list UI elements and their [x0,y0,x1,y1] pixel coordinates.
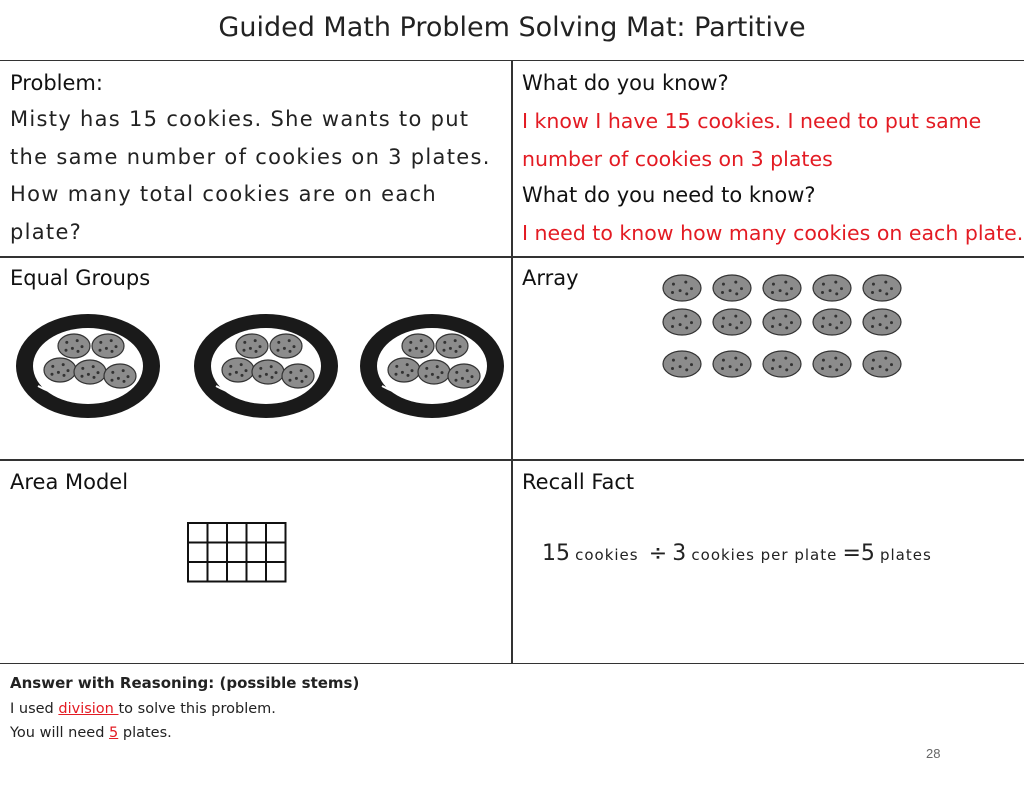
area-model-square [208,543,228,563]
cookie-icon [252,360,284,384]
cookie-icon [713,309,751,335]
area-model-square [188,523,208,543]
need-label: What do you need to know? [522,183,816,207]
cookie-icon [282,364,314,388]
area-model-label: Area Model [10,470,129,494]
cookie-icon [448,364,480,388]
quotient: 5 [860,541,875,566]
cookie-icon [236,334,268,358]
cookie-icon [74,360,106,384]
recall-fact-equation [542,541,932,566]
area-model-square [208,562,228,582]
cookie-icon [863,309,901,335]
dividend: 15 [542,541,570,566]
area-model-square [208,523,228,543]
problem-solving-mat [0,60,1024,664]
answer-line2-pre: You will need [10,725,110,741]
cookie-icon [418,360,450,384]
answer-heading: Answer with Reasoning: (possible stems) [10,674,360,692]
cookie-icon [388,358,420,382]
cookie-icon [104,364,136,388]
answer-line-2 [10,725,359,741]
answer-line1-pre: I used [10,701,59,717]
cookie-array [660,270,920,380]
answer-line1-post: to solve this problem. [118,701,276,717]
equal-groups-cell [0,258,511,459]
equals-sign: = [842,541,861,566]
area-model-square [247,543,267,563]
area-model-square [227,523,247,543]
cookie-icon [763,351,801,377]
area-model-square [247,523,267,543]
cookie-icon [713,275,751,301]
area-model-grid [186,521,290,587]
area-model-square [188,543,208,563]
know-answer-line2: number of cookies on 3 plates [522,147,833,171]
area-model-square [227,543,247,563]
cookie-icon [663,351,701,377]
cookie-icon [813,275,851,301]
cookie-icon [763,275,801,301]
equal-groups-label: Equal Groups [10,266,151,290]
cookie-icon [813,309,851,335]
equal-groups-plates [0,308,511,438]
division-sign: ÷ [648,541,668,566]
problem-text: Misty has 15 cookies. She wants to put the same number of cookies on 3 plates. How many total cookies are on each plate? [10,107,491,244]
recall-fact-cell [512,461,1024,663]
know-label: What do you know? [522,71,729,95]
area-model-square [188,562,208,582]
cookie-icon [863,275,901,301]
divisor: 3 [672,541,687,566]
quotient-unit: plates [879,546,932,564]
answer-line2-post: plates. [118,725,172,741]
cookie-icon [713,351,751,377]
answer-blank-number: 5 [109,725,119,741]
area-model-square [227,562,247,582]
problem-label: Problem: [10,71,103,95]
array-cell [512,258,1024,459]
need-answer: I need to know how many cookies on each plate. [522,221,1024,245]
divisor-unit: cookies per plate [691,546,838,564]
cookie-icon [436,334,468,358]
dividend-unit: cookies [575,546,639,564]
array-label: Array [522,266,579,290]
area-model-square [247,562,267,582]
recall-fact-label: Recall Fact [522,470,635,494]
cookie-icon [44,358,76,382]
area-model-square [266,543,286,563]
cookie-icon [402,334,434,358]
cookie-icon [92,334,124,358]
area-model-square [266,523,286,543]
cookie-icon [863,351,901,377]
know-answer-line1: I know I have 15 cookies. I need to put same [522,109,982,133]
cookie-icon [222,358,254,382]
answer-blank-operation: division [58,701,119,717]
page-title: Guided Math Problem Solving Mat: Partitive [218,12,806,43]
answer-line-1 [10,701,359,717]
area-model-square [266,562,286,582]
cookie-icon [58,334,90,358]
page-number: 28 [926,746,941,761]
answer-section [10,674,359,741]
cookie-icon [813,351,851,377]
cookie-icon [270,334,302,358]
cookie-icon [663,275,701,301]
area-model-cell [0,461,511,663]
cookie-icon [663,309,701,335]
cookie-icon [763,309,801,335]
know-cell [512,61,1024,256]
problem-cell [0,61,511,256]
